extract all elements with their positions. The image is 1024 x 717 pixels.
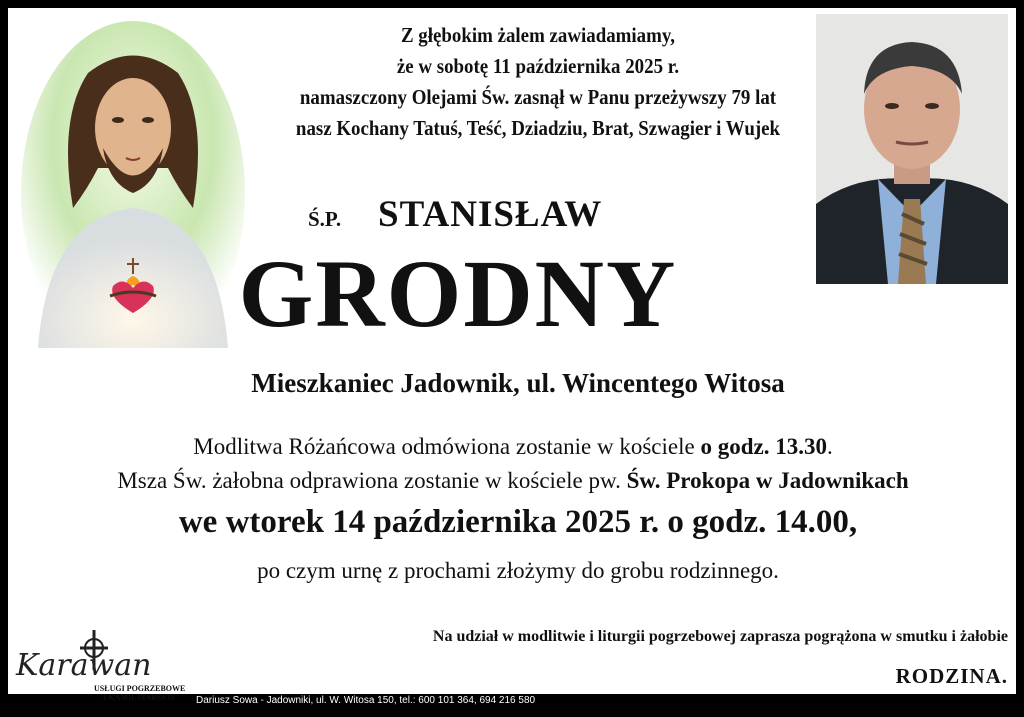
footer-bar xyxy=(190,694,1024,708)
deceased-portrait xyxy=(816,14,1008,284)
deceased-name-line xyxy=(308,193,688,243)
footer-contact: Dariusz Sowa - Jadowniki, ul. W. Witosa 150, tel.: 600 101 364, 694 216 580 xyxy=(196,695,536,706)
intro-line: że w sobotę 11 października 2025 r. xyxy=(396,54,680,78)
logo-subtitle: USŁUGI POGRZEBOWE I KAMIENIARSKIE xyxy=(94,684,186,702)
ceremony-details xyxy=(18,430,1008,498)
intro-line: Z głębokim żalem zawiadamiamy, xyxy=(400,23,676,47)
intro-line: namaszczony Olejami Św. zasnął w Panu przeżywszy 79 lat xyxy=(299,85,777,109)
intro-text xyxy=(268,20,808,144)
sp-prefix: Ś.P. xyxy=(308,207,342,231)
mass-church: Św. Prokopa w Jadownikach xyxy=(626,468,909,493)
first-name: STANISŁAW xyxy=(378,194,603,235)
invitation: Na udział w modlitwie i liturgii pogrzebowej zaprasza pogrążona w smutku i żałobie xyxy=(432,628,1008,645)
rosary-line: Modlitwa Różańcowa odmówiona zostanie w kościele o godz. 13.30. xyxy=(193,434,833,459)
surname: GRODNY xyxy=(238,240,678,347)
logo-name: Karawan xyxy=(16,648,152,683)
burial-line: po czym urnę z prochami złożymy do grobu rodzinnego. xyxy=(257,558,779,583)
rosary-time: o godz. 13.30 xyxy=(700,434,827,459)
residence: Mieszkaniec Jadownik, ul. Wincentego Witosa xyxy=(251,368,785,398)
funeral-home-logo xyxy=(10,628,190,702)
funeral-date: we wtorek 14 października 2025 r. o godz. 14.00, xyxy=(178,504,858,540)
family-signature: RODZINA. xyxy=(895,664,1008,688)
mass-line: Msza Św. żałobna odprawiona zostanie w kościele pw. Św. Prokopa w Jadownikach xyxy=(117,468,909,493)
intro-line: nasz Kochany Tatuś, Teść, Dziadziu, Brat, Szwagier i Wujek xyxy=(295,116,781,140)
